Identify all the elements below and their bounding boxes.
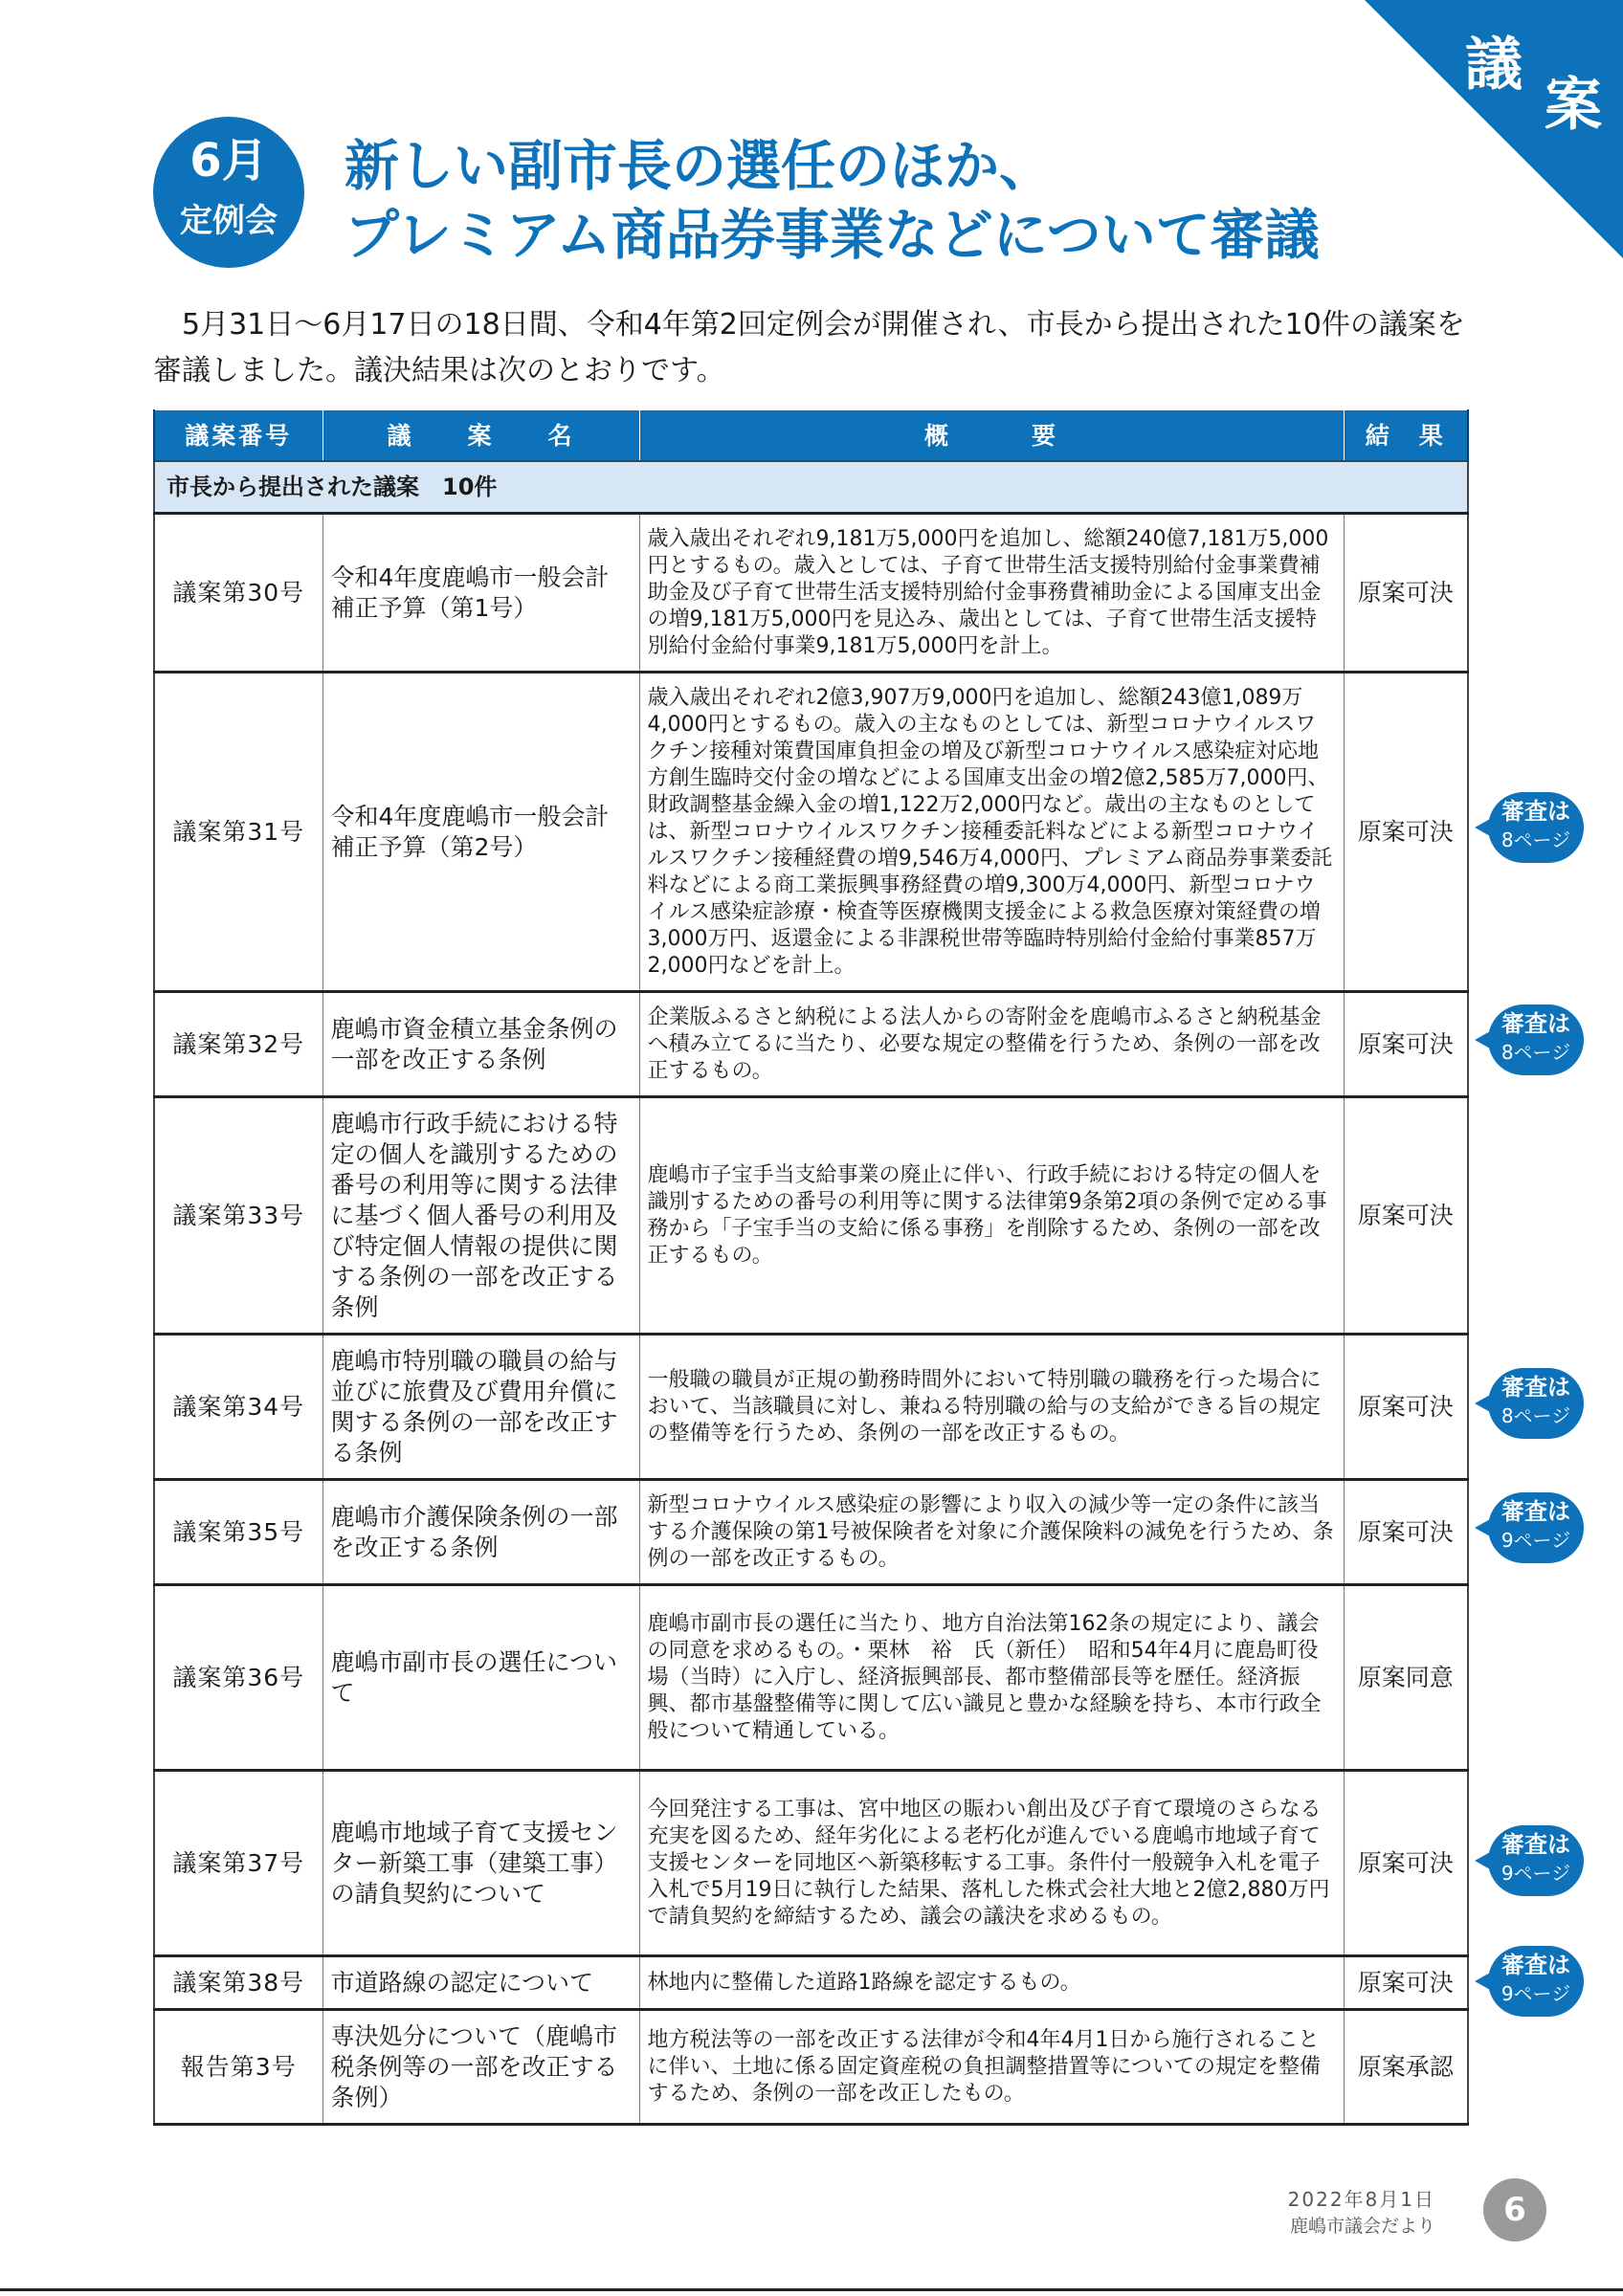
bill-result: 原案可決: [1344, 673, 1468, 992]
bill-summary: 鹿嶋市子宝手当支給事業の廃止に伴い、行政手続における特定の個人を識別するための番号の利用等に関する法律第9条第2項の条例で定める事務から「子宝手当の支給に係る事務」を削除するため、条例の一部を改正するもの。: [639, 1097, 1344, 1335]
bill-number: 議案第37号: [154, 1771, 322, 1956]
table-row: [154, 1097, 1468, 1335]
session-badge: [153, 117, 304, 268]
bill-result: 原案可決: [1344, 1480, 1468, 1585]
bill-result: 原案同意: [1344, 1585, 1468, 1771]
intro-text: 5月31日〜6月17日の18日間、令和4年第2回定例会が開催され、市長から提出された10件の議案を審議しました。議決結果は次のとおりです。: [153, 308, 1465, 387]
bill-summary: 林地内に整備した道路1路線を認定するもの。: [639, 1956, 1344, 2010]
bill-result: 原案可決: [1344, 514, 1468, 673]
review-note-page: 8ページ: [1501, 828, 1571, 851]
table-row: [154, 1585, 1468, 1771]
review-note-page: 9ページ: [1501, 1529, 1571, 1552]
section-row: [154, 461, 1468, 514]
review-note-label: 審査は: [1501, 1831, 1570, 1858]
bill-result: 原案承認: [1344, 2010, 1468, 2125]
bill-number: 議案第31号: [154, 673, 322, 992]
bill-summary: 歳入歳出それぞれ9,181万5,000円を追加し、総額240億7,181万5,000円とするもの。歳入としては、子育て世帯生活支援特別給付金事業費補助金及び子育て世帯生活支援特別給付金事務費補助金による国庫支出金の増9,181万5,000円を見込み、歳出としては、子育て世帯生活支援特別給付金給付事業9,181万5,000円を計上。: [639, 514, 1344, 673]
bill-result: 原案可決: [1344, 1771, 1468, 1956]
table-row: [154, 1335, 1468, 1480]
table-row: [154, 514, 1468, 673]
review-note-page: 8ページ: [1501, 1041, 1571, 1064]
bill-result: 原案可決: [1344, 1097, 1468, 1335]
review-page-note: [1488, 1004, 1584, 1075]
bill-name: 令和4年度鹿嶋市一般会計補正予算（第2号）: [322, 673, 639, 992]
bill-number: 報告第3号: [154, 2010, 322, 2125]
bill-summary: 一般職の職員が正規の勤務時間外において特別職の職務を行った場合において、当該職員に対し、兼ねる特別職の給与の支給ができる旨の規定の整備等を行うため、条例の一部を改正するもの。: [639, 1335, 1344, 1480]
header-name: 議 案 名: [322, 410, 639, 462]
title-line-1: 新しい副市長の選任のほか、: [345, 135, 1054, 198]
bill-result: 原案可決: [1344, 992, 1468, 1097]
review-note-label: 審査は: [1501, 1010, 1570, 1037]
bill-number: 議案第36号: [154, 1585, 322, 1771]
bill-number: 議案第35号: [154, 1480, 322, 1585]
review-note-label: 審査は: [1501, 1498, 1570, 1525]
bill-result: 原案可決: [1344, 1956, 1468, 2010]
title-line-2: プレミアム商品券事業などについて審議: [345, 204, 1320, 267]
corner-label-1: 議: [1465, 32, 1523, 99]
corner-tag: [1365, 0, 1623, 258]
bill-summary: 新型コロナウイルス感染症の影響により収入の減少等一定の条件に該当する介護保険の第1号被保険者を対象に介護保険料の減免を行うため、条例の一部を改正するもの。: [639, 1480, 1344, 1585]
bill-name: 鹿嶋市介護保険条例の一部を改正する条例: [322, 1480, 639, 1585]
page-title: [345, 132, 1320, 270]
bill-summary: 地方税法等の一部を改正する法律が令和4年4月1日から施行されることに伴い、土地に係る固定資産税の負担調整措置等についての規定を整備するため、条例の一部を改正したもの。: [639, 2010, 1344, 2125]
bill-name: 鹿嶋市行政手続における特定の個人を識別するための番号の利用等に関する法律に基づく個人番号の利用及び特定個人情報の提供に関する条例の一部を改正する条例: [322, 1097, 639, 1335]
table-row: [154, 1771, 1468, 1956]
review-page-note: [1488, 1368, 1584, 1439]
bill-name: 市道路線の認定について: [322, 1956, 639, 2010]
table-header-row: [154, 410, 1468, 462]
badge-session: 定例会: [180, 202, 278, 240]
review-page-note: [1488, 792, 1584, 863]
review-page-note: [1488, 1946, 1584, 2017]
footer-date: 2022年8月1日: [1287, 2188, 1435, 2211]
table-row: [154, 1480, 1468, 1585]
header-result: 結 果: [1344, 410, 1468, 462]
review-note-label: 審査は: [1501, 1374, 1570, 1401]
bill-summary: 鹿嶋市副市長の選任に当たり、地方自治法第162条の規定により、議会の同意を求めるもの。・栗林 裕 氏（新任） 昭和54年4月に鹿島町役場（当時）に入庁し、経済振興部長、都市整備部長等を歴任。経済振興、都市基盤整備等に関して広い識見と豊かな経験を持ち、本市行政全般について精通している。: [639, 1585, 1344, 1771]
bill-number: 議案第34号: [154, 1335, 322, 1480]
table-row: [154, 2010, 1468, 2125]
bill-number: 議案第30号: [154, 514, 322, 673]
bill-table: [153, 409, 1469, 2126]
bill-number: 議案第32号: [154, 992, 322, 1097]
bill-name: 鹿嶋市地域子育て支援センター新築工事（建築工事）の請負契約について: [322, 1771, 639, 1956]
review-note-label: 審査は: [1501, 1952, 1570, 1978]
bill-name: 専決処分について（鹿嶋市税条例等の一部を改正する条例）: [322, 2010, 639, 2125]
bill-name: 鹿嶋市特別職の職員の給与並びに旅費及び費用弁償に関する条例の一部を改正する条例: [322, 1335, 639, 1480]
table-row: [154, 1956, 1468, 2010]
bill-name: 鹿嶋市資金積立基金条例の一部を改正する条例: [322, 992, 639, 1097]
bill-summary: 企業版ふるさと納税による法人からの寄附金を鹿嶋市ふるさと納税基金へ積み立てるに当たり、必要な規定の整備を行うため、条例の一部を改正するもの。: [639, 992, 1344, 1097]
footer-publication: 鹿嶋市議会だより: [1289, 2216, 1435, 2237]
review-note-page: 8ページ: [1501, 1404, 1571, 1427]
review-note-page: 9ページ: [1501, 1862, 1571, 1885]
review-note-label: 審査は: [1501, 798, 1570, 825]
section-label: 市長から提出された議案 10件: [154, 461, 1468, 514]
review-note-page: 9ページ: [1501, 1982, 1571, 2005]
bill-number: 議案第33号: [154, 1097, 322, 1335]
header-summary: 概 要: [639, 410, 1344, 462]
bottom-rule: [0, 2288, 1623, 2291]
table-row: [154, 992, 1468, 1097]
badge-month: 6月: [189, 134, 268, 188]
table-row: [154, 673, 1468, 992]
review-page-note: [1488, 1492, 1584, 1563]
bill-name: 鹿嶋市副市長の選任について: [322, 1585, 639, 1771]
page-number: 6: [1483, 2178, 1546, 2241]
bill-number: 議案第38号: [154, 1956, 322, 2010]
review-page-note: [1488, 1825, 1584, 1896]
bill-result: 原案可決: [1344, 1335, 1468, 1480]
bill-summary: 今回発注する工事は、宮中地区の賑わい創出及び子育て環境のさらなる充実を図るため、経年劣化による老朽化が進んでいる鹿嶋市地域子育て支援センターを同地区へ新築移転する工事。条件付一般競争入札を電子入札で5月19日に執行した結果、落札した株式会社大地と2億2,880万円で請負契約を締結するため、議会の議決を求めるもの。: [639, 1771, 1344, 1956]
header-number: 議案番号: [154, 410, 322, 462]
corner-label-2: 案: [1545, 72, 1602, 139]
bill-name: 令和4年度鹿嶋市一般会計補正予算（第1号）: [322, 514, 639, 673]
bill-summary: 歳入歳出それぞれ2億3,907万9,000円を追加し、総額243億1,089万4,000円とするもの。歳入の主なものとしては、新型コロナウイルスワクチン接種対策費国庫負担金の増及び新型コロナウイルス感染症対応地方創生臨時交付金の増などによる国庫支出金の増2億2,585万7,000円、財政調整基金繰入金の増1,122万2,000円など。歳出の主なものとしては、新型コロナウイルスワクチン接種委託料などによる新型コロナウイルスワクチン接種経費の増9,546万4,000円、プレミアム商品券事業委託料などによる商工業振興事務経費の増9,300万4,000円、新型コロナウイルス感染症診療・検査等医療機関支援金による救急医療対策経費の増3,000万円、返還金による非課税世帯等臨時特別給付金給付事業857万2,000円などを計上。: [639, 673, 1344, 992]
